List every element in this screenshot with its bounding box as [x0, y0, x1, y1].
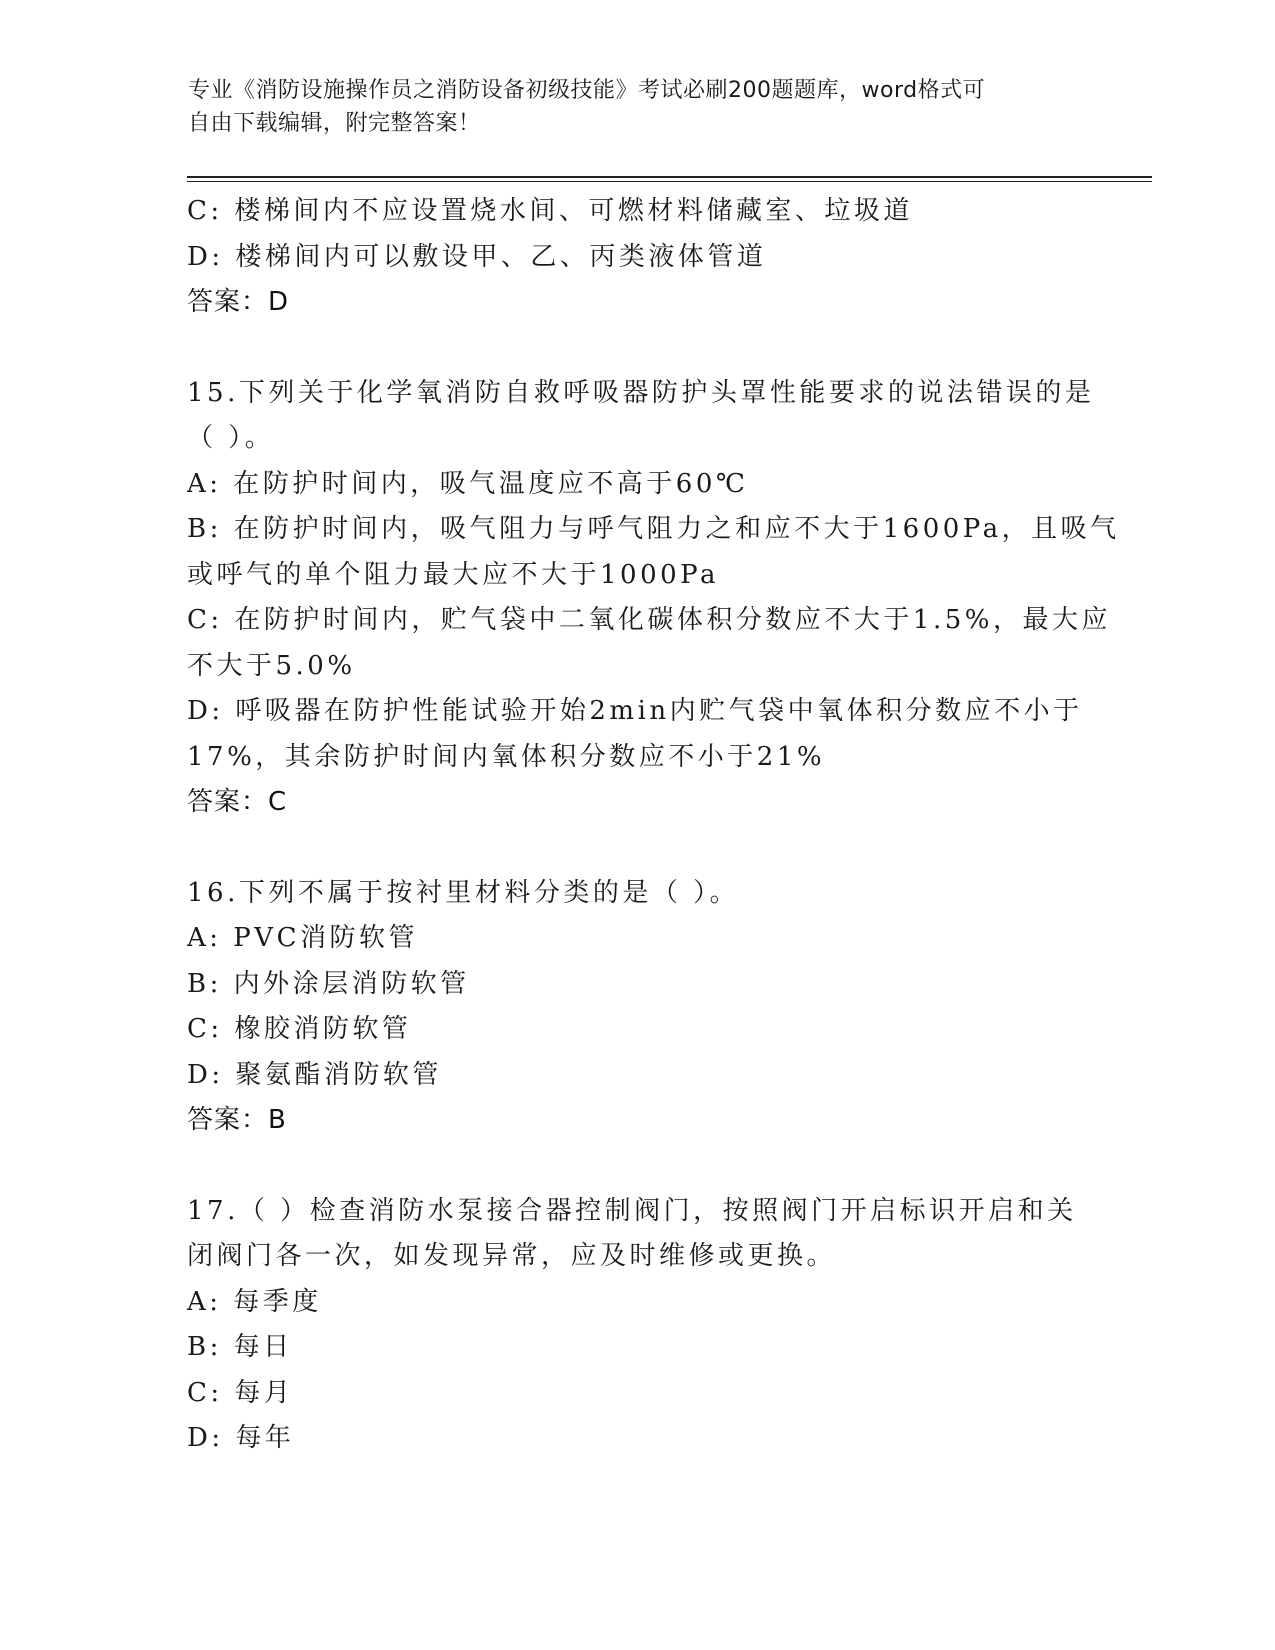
q15-stem-line-1: 15.下列关于化学氧消防自救呼吸器防护头罩性能要求的说法错误的是 — [187, 377, 1095, 408]
q17-stem-line-1: 17.（ ）检查消防水泵接合器控制阀门，按照阀门开启标识开启和关 — [187, 1195, 1077, 1226]
header-title-line-2: 自由下载编辑，附完整答案！ — [188, 111, 481, 136]
q15-option-d-line-1: D: 呼吸器在防护性能试验开始2min内贮气袋中氧体积分数应不小于 — [187, 696, 1083, 726]
q17-stem-line-2: 闭阀门各一次，如发现异常，应及时维修或更换。 — [187, 1241, 837, 1271]
question-16 — [187, 871, 1087, 1144]
question-15 — [187, 371, 1120, 826]
q15-option-c-line-1: C: 在防护时间内，贮气袋中二氧化碳体积分数应不大于1.5%，最大应 — [187, 605, 1111, 635]
q15-option-c-line-2: 不大于5.0% — [187, 650, 356, 681]
q16-option-b: B: 内外涂层消防软管 — [187, 968, 470, 999]
header-title-line-1: 专业《消防设施操作员之消防设备初级技能》考试必刷200题题库，word格式可 — [188, 78, 986, 103]
header-divider-thick — [187, 176, 1152, 178]
q17-option-a: A: 每季度 — [187, 1286, 322, 1317]
q16-answer: 答案：B — [187, 1105, 287, 1135]
q14-option-c: C: 楼梯间内不应设置烧水间、可燃材料储藏室、垃圾道 — [187, 196, 913, 226]
question-spacer — [187, 1144, 1087, 1189]
question-spacer — [187, 826, 1087, 871]
q16-option-c: C: 橡胶消防软管 — [187, 1014, 412, 1044]
q17-option-d: D: 每年 — [187, 1423, 295, 1453]
q15-option-a: A: 在防护时间内，吸气温度应不高于60℃ — [187, 468, 749, 499]
q15-option-d-line-2: 17%，其余防护时间内氧体积分数应不小于21% — [187, 741, 826, 772]
q16-stem: 16.下列不属于按衬里材料分类的是（ ）。 — [187, 877, 740, 908]
q15-answer: 答案：C — [187, 787, 288, 817]
q15-option-b-line-2: 或呼气的单个阻力最大应不大于1000Pa — [187, 559, 719, 590]
q14-answer: 答案：D — [187, 287, 290, 317]
q14-option-d: D: 楼梯间内可以敷设甲、乙、丙类液体管道 — [187, 241, 767, 272]
document-body — [187, 189, 1120, 1462]
question-17 — [187, 1189, 1087, 1462]
q17-option-b: B: 每日 — [187, 1332, 293, 1362]
document-header — [188, 74, 1068, 140]
header-divider-thin — [187, 181, 1152, 182]
question-spacer — [187, 326, 1087, 371]
q16-option-d: D: 聚氨酯消防软管 — [187, 1059, 442, 1090]
q15-option-b-line-1: B: 在防护时间内，吸气阻力与呼气阻力之和应不大于1600Pa，且吸气 — [187, 514, 1120, 544]
q16-option-a: A: PVC消防软管 — [187, 923, 418, 953]
question-14 — [187, 189, 1087, 326]
q15-stem-line-2: （ ）。 — [187, 423, 275, 453]
q17-option-c: C: 每月 — [187, 1377, 294, 1408]
